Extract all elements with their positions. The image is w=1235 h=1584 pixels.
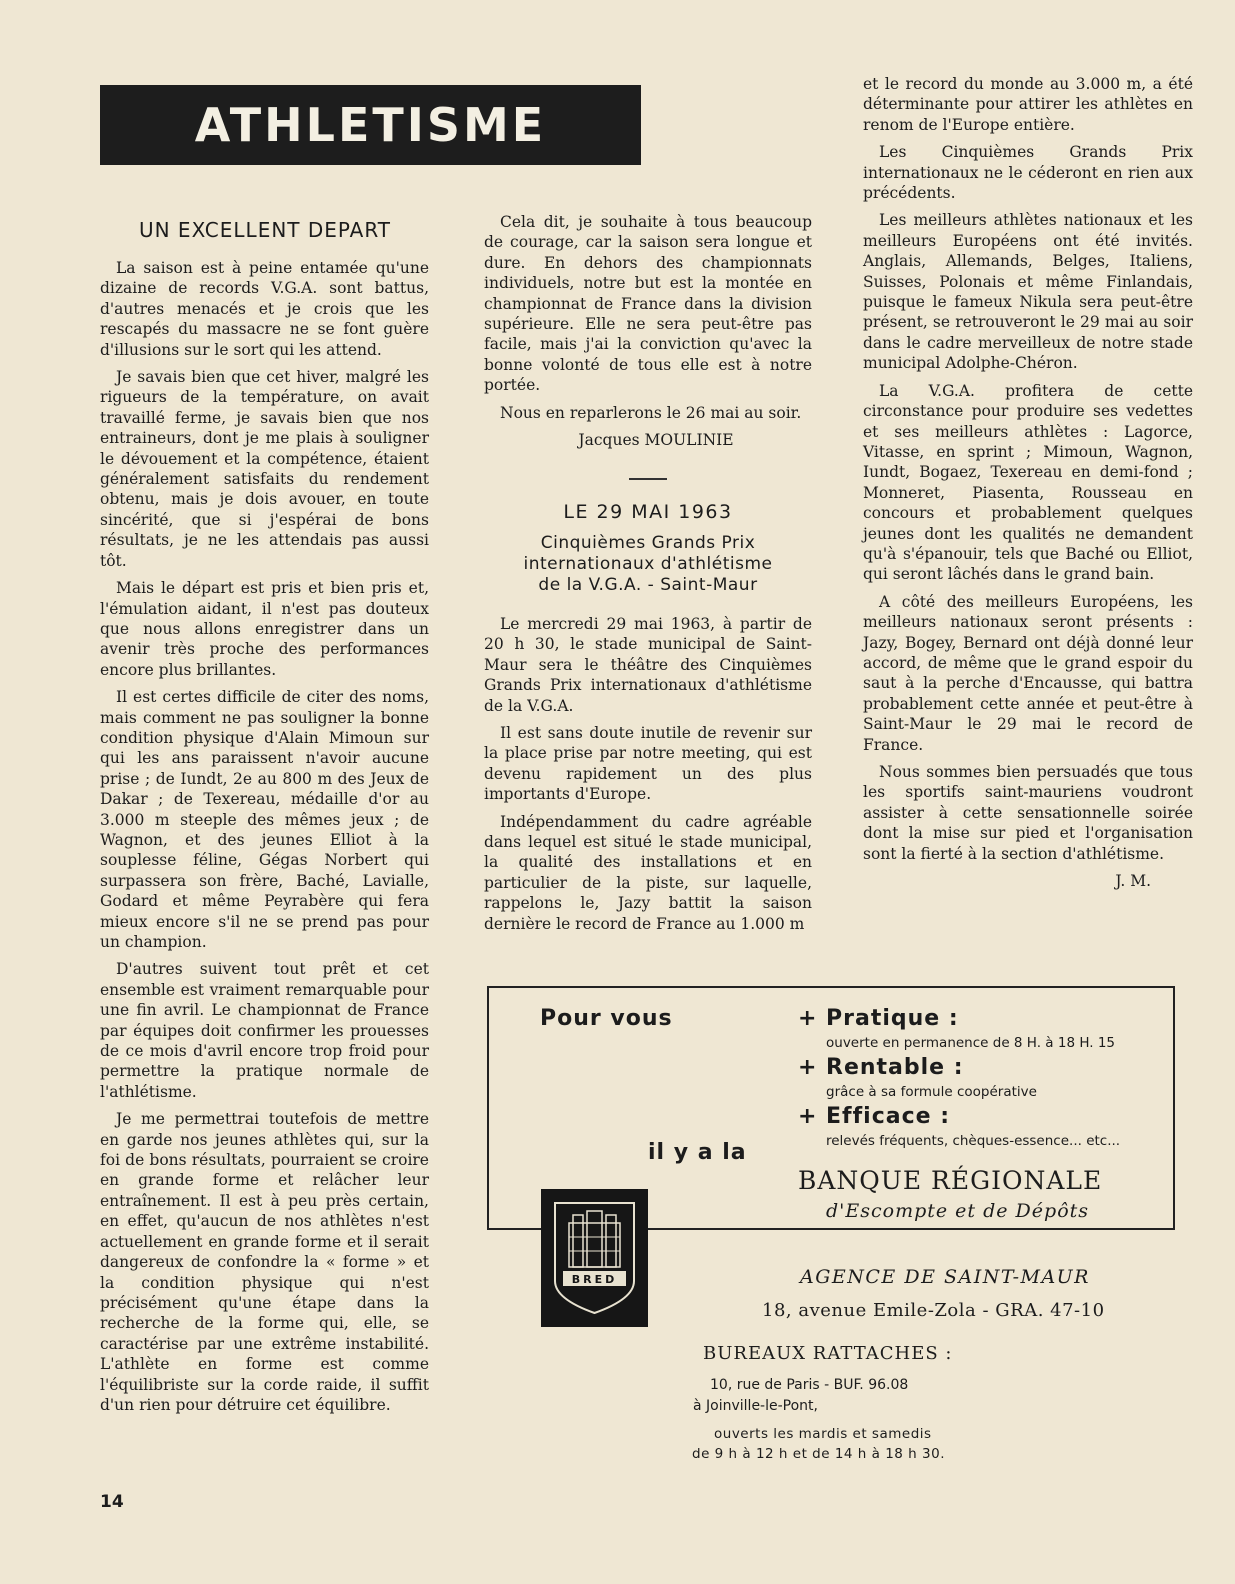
ad-item-subtitle: ouverte en permanence de 8 H. à 18 H. 15: [826, 1035, 1116, 1051]
agency-address: 18, avenue Emile-Zola - GRA. 47-10: [762, 1300, 1105, 1321]
logo-text: BRED: [571, 1273, 618, 1286]
paragraph: Cela dit, je souhaite à tous beaucoup de courage, car la saison sera longue et dure. En dehors des championnats individuels, notre but est la montée en championnat de France dans la division supérieure. Elle ne sera peut-être pas facile, mais j'ai la conviction qu'avec la bonne volonté de tous elle est à notre portée.: [484, 213, 812, 395]
event-title-line: Cinquièmes Grands Prix: [540, 532, 756, 553]
paragraph: La saison est à peine entamée qu'une dizaine de records V.G.A. sont battus, d'autres menacés et je crois que les rescapés du massacre ne se font guère d'illusions sur le sort qui les attend.: [100, 259, 429, 359]
event-title: [484, 533, 812, 596]
divider: [629, 478, 667, 480]
paragraph: Il est certes difficile de citer des noms, mais comment ne pas souligner la bonne condition physique d'Alain Mimoun sur qui les ans paraissent n'avoir aucune prise ; de Iundt, 2e au 800 m des Jeux de Dakar ; de Texereau, médaille d'or au 3.000 m steeple des mêmes jeux ; de Wagnon, et des jeunes Elliot à la souplesse féline, Gégas Norbert qui surpassera son frère, Baché, Lavialle, Godard et même Peyrabère qui fera mieux encore s'il ne se prend pas pour un champion.: [100, 688, 429, 951]
article-heading: UN EXCELLENT DEPART: [138, 218, 392, 242]
bank-name: BANQUE RÉGIONALE: [798, 1166, 1103, 1195]
section-banner: [100, 85, 641, 165]
ad-item-title: Efficace :: [826, 1104, 951, 1129]
ad-item-title: Pratique :: [826, 1006, 959, 1031]
paragraph: Je savais bien que cet hiver, malgré les rigueurs de la température, on avait travaillé ferme, je savais bien que nos entraineurs, dont je me plais à souligner le dévouement et la compétence, étaient généralement satisfaits du rendement obtenu, mais je dois avouer, en toute sincérité, que si j'espérai de bons résultats, je ne les attendais pas aussi tôt.: [100, 368, 429, 570]
paragraph: Je me permettrai toutefois de mettre en garde nos jeunes athlètes qui, sur la foi de bons résultats, pourraient se croire en grande forme et relâcher leur entraînement. Il est à peu près certain, en effet, qu'aucun de nos athlètes n'est actuellement en grande forme et il serait dangereux de confondre la « forme » et la condition physique qui n'est précisément qu'une étape dans la recherche de la forme qui, elle, se caractérise par une extrême instabilité. L'athlète en forme est comme l'équilibriste sur la corde raide, il suffit d'un rien pour détruire cet équilibre.: [100, 1110, 429, 1414]
event-date-heading: LE 29 MAI 1963: [563, 501, 733, 524]
agency-name: AGENCE DE SAINT-MAUR: [800, 1266, 1090, 1288]
author-signature: Jacques MOULINIE: [578, 431, 734, 450]
paragraph: Le mercredi 29 mai 1963, à partir de 20 h 30, le stade municipal de Saint-Maur sera le théâtre des Cinquièmes Grands Prix internationaux d'athlétisme de la V.G.A.: [484, 614, 812, 715]
paragraph: D'autres suivent tout prêt et cet ensemble est vraiment remarquable pour une fin avril. Le championnat de France par équipes doit confirmer les prouesses de ce mois d'avril encore trop froid pour permettre la pratique normale de l'athlétisme.: [100, 960, 429, 1101]
ad-item-subtitle: relevés fréquents, chèques-essence... etc...: [826, 1133, 1121, 1149]
author-signature: J. M.: [1115, 872, 1151, 891]
plus-icon: +: [798, 1006, 817, 1031]
bureau-hours: ouverts les mardis et samedis: [714, 1426, 932, 1442]
paragraph: La V.G.A. profitera de cette circonstance pour produire ses vedettes et ses meilleurs athlètes : Lagorce, Vitasse, en sprint ; Mimoun, Wagnon, Iundt, Bogaez, Texereau en demi-fond ; Monneret, Piasenta, Rousseau en concours et probablement quelques jeunes dont les qualités ne demandent qu'à s'épanouir, tels que Baché ou Elliot, qui seront lâchés dans le grand bain.: [863, 381, 1193, 584]
section-title: ATHLETISME: [194, 98, 547, 152]
column-1: [100, 258, 429, 1422]
bank-subtitle: d'Escompte et de Dépôts: [826, 1200, 1090, 1222]
column-2: [484, 212, 812, 941]
paragraph: A côté des meilleurs Européens, les meilleurs nationaux seront présents : Jazy, Bogey, Bernard ont déjà donné leur accord, de même que le grand espoir du saut à la perche d'Encausse, qui battra probablement cette année et peut-être à Saint-Maur le 29 mai le record de France.: [863, 592, 1193, 754]
plus-icon: +: [798, 1104, 817, 1129]
paragraph: Indépendamment du cadre agréable dans lequel est situé le stade municipal, la qualité des installations et en particulier de la piste, sur laquelle, rappelons le, Jazy battit la saison dernière le record de France au 1.000 m: [484, 812, 812, 933]
paragraph: Il est sans doute inutile de revenir sur la place prise par notre meeting, qui est devenu rapidement un des plus importants d'Europe.: [484, 723, 812, 804]
bureaux-heading: BUREAUX RATTACHES :: [703, 1343, 953, 1364]
bred-shield-icon: [541, 1189, 648, 1327]
ad-item-title: Rentable :: [826, 1055, 964, 1080]
ad-il-y-a-la: il y a la: [648, 1140, 747, 1165]
bureau-address: 10, rue de Paris - BUF. 96.08: [710, 1377, 909, 1393]
page-number: 14: [100, 1492, 124, 1512]
bureau-address: à Joinville-le-Pont,: [693, 1398, 818, 1414]
column-3: [863, 74, 1193, 898]
event-title-line: internationaux d'athlétisme: [523, 553, 773, 574]
paragraph: Nous sommes bien persuadés que tous les sportifs saint-mauriens voudront assister à cette sensationnelle soirée dont la mise sur pied et l'organisation sont la fierté à la section d'athlétisme.: [863, 763, 1193, 863]
plus-icon: +: [798, 1055, 817, 1080]
paragraph: Mais le départ est pris et bien pris et, l'émulation aidant, il n'est pas douteux que nous allons enregistrer dans un avenir très proche des performances encore plus brillantes.: [100, 579, 429, 679]
ad-pour-vous: Pour vous: [540, 1006, 673, 1031]
ad-item-subtitle: grâce à sa formule coopérative: [826, 1084, 1037, 1100]
paragraph: et le record du monde au 3.000 m, a été déterminante pour attirer les athlètes en renom de l'Europe entière.: [863, 75, 1193, 134]
paragraph: Nous en reparlerons le 26 mai au soir.: [500, 403, 802, 422]
paragraph: Les Cinquièmes Grands Prix internationaux ne le céderont en rien aux précédents.: [863, 143, 1193, 203]
bred-logo: [541, 1189, 648, 1327]
paragraph: Les meilleurs athlètes nationaux et les meilleurs Européens ont été invités. Anglais, Allemands, Belges, Italiens, Suisses, Polonais et même Finlandais, puisque le fameux Nikula sera peut-être présent, se retrouveront le 29 mai au soir dans le cadre merveilleux de notre stade municipal Adolphe-Chéron.: [863, 211, 1193, 373]
bureau-hours: de 9 h à 12 h et de 14 h à 18 h 30.: [692, 1446, 945, 1462]
event-title-line: de la V.G.A. - Saint-Maur: [538, 574, 758, 595]
